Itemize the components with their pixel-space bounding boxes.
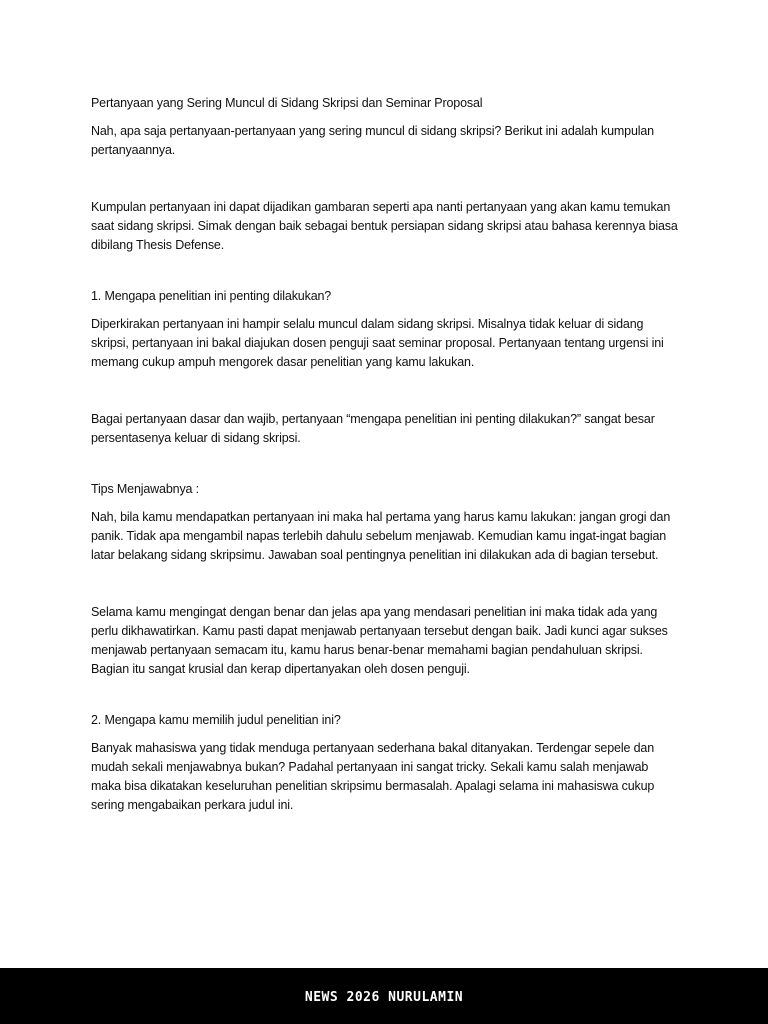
footer-bar <box>0 968 768 1024</box>
question-2-heading: 2. Mengapa kamu memilih judul penelitian ini? <box>91 713 341 727</box>
paragraph-tips-1: Nah, bila kamu mendapatkan pertanyaan ini maka hal pertama yang harus kamu lakukan: jangan grogi dan panik. Tidak apa mengambil napas terlebih dahulu sebelum menjawab. Kemudian kamu ingat-ingat bagian latar belakang sidang skripsimu. Jawaban soal pentingnya penelitian ini dilakukan ada di bagian tersebut. <box>91 510 671 562</box>
footer-text: NEWS 2026 NURULAMIN <box>304 989 464 1005</box>
paragraph-intro: Nah, apa saja pertanyaan-pertanyaan yang sering muncul di sidang skripsi? Berikut ini adalah kumpulan pertanyaannya. <box>91 124 654 157</box>
paragraph-tips-2: Selama kamu mengingat dengan benar dan jelas apa yang mendasari penelitian ini maka tidak ada yang perlu dikhawatirkan. Kamu pasti dapat menjawab pertanyaan tersebut dengan baik. Jadi kunci agar sukses menjawab pertanyaan semacam itu, kamu harus benar-benar memahami bagian pendahuluan skripsi. Bagian itu sangat krusial dan kerap dipertanyakan oleh dosen penguji. <box>91 605 668 676</box>
paragraph-question-1-note: Bagai pertanyaan dasar dan wajib, pertanyaan “mengapa penelitian ini penting dilakukan?” sangat besar persentasenya keluar di sidang skripsi. <box>91 412 655 445</box>
paragraph-question-1: Diperkirakan pertanyaan ini hampir selalu muncul dalam sidang skripsi. Misalnya tidak keluar di sidang skripsi, pertanyaan ini bakal diajukan dosen penguji saat seminar proposal. Pertanyaan tentang urgensi ini memang cukup ampuh mengorek dasar penelitian yang kamu lakukan. <box>91 317 664 369</box>
paragraph-question-2: Banyak mahasiswa yang tidak menduga pertanyaan sederhana bakal ditanyakan. Terdengar sepele dan mudah sekali menjawabnya bukan? Padahal pertanyaan ini sangat tricky. Sekali kamu salah menjawab maka bisa dikatakan keseluruhan penelitian skripsimu bermasalah. Apalagi selama ini mahasiswa cukup sering mengabaikan perkara judul ini. <box>91 741 655 812</box>
question-1-heading: 1. Mengapa penelitian ini penting dilakukan? <box>91 289 332 303</box>
tips-heading: Tips Menjawabnya : <box>91 482 199 496</box>
document-title: Pertanyaan yang Sering Muncul di Sidang Skripsi dan Seminar Proposal <box>91 96 483 110</box>
paragraph-description: Kumpulan pertanyaan ini dapat dijadikan gambaran seperti apa nanti pertanyaan yang akan kamu temukan saat sidang skripsi. Simak dengan baik sebagai bentuk persiapan sidang skripsi atau bahasa kerennya biasa dibilang Thesis Defense. <box>91 200 678 252</box>
document-content <box>91 94 681 815</box>
